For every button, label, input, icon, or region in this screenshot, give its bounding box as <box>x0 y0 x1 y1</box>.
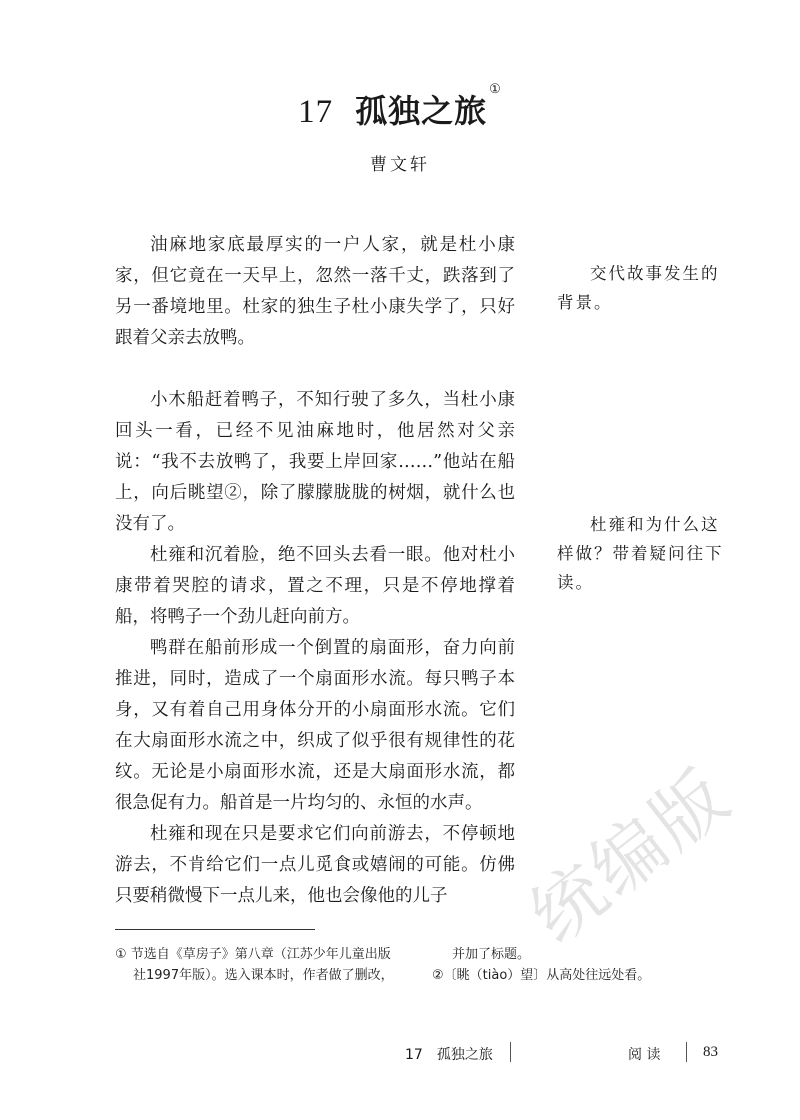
paragraph-1: 油麻地家底最厚实的一户人家，就是杜小康家，但它竟在一天早上，忽然一落千丈，跌落到了另一番境地里。杜家的独生子杜小康失学了，只好跟着父亲去放鸭。 <box>115 235 515 348</box>
side-note-2: 杜雍和为什么这样做？带着疑问往下读。 <box>557 515 724 592</box>
title-footnote-mark: ① <box>489 82 502 97</box>
paragraph-3: 杜雍和沉着脸，绝不回头去看一眼。他对杜小康带着哭腔的请求，置之不理，只是不停地撑着船，将鸭子一个劲儿赶向前方。 <box>115 545 515 627</box>
footer-section: 阅 读 <box>628 1047 661 1063</box>
side-note-1: 交代故事发生的背景。 <box>557 264 720 312</box>
paragraph-4: 鸭群在船前形成一个倒置的扇面形，奋力向前推进，同时，造成了一个扇面形水流。每只鸭子本身，又有着自己用身体分开的小扇面形水流。它们在大扇面形水流之中，织成了似乎很有规律性的花纹。无论是小扇面形水流，还是大扇面形水流，都很急促有力。船首是一片均匀的、永恒的水声。 <box>115 638 515 813</box>
main-text <box>115 230 515 912</box>
paragraph-5: 杜雍和现在只是要求它们向前游去，不停顿地游去，不肯给它们一点儿觅食或嬉闹的可能。仿佛只要稍微慢下一点儿来，他也会像他的儿子 <box>115 824 515 906</box>
footer-lesson: 17 孤独之旅 <box>405 1047 493 1063</box>
author: 曹文轩 <box>370 155 430 175</box>
footer-divider-2 <box>686 1042 687 1062</box>
footnote-divider <box>115 929 315 930</box>
footer-divider-1 <box>510 1042 511 1062</box>
page-number: 83 <box>703 1044 718 1060</box>
footnote-2: ②〔眺（tiào）望〕从高处往远处看。 <box>432 968 651 983</box>
paragraph-2: 小木船赶着鸭子，不知行驶了多久，当杜小康回头一看，已经不见油麻地时，他居然对父亲说：“我不去放鸭了，我要上岸回家……”他站在船上，向后眺望②，除了朦朦胧胧的树烟，就什么也没有了。 <box>115 390 515 534</box>
lesson-title <box>0 82 800 132</box>
footnote-1-continued: 并加了标题。 <box>452 947 531 962</box>
footnote-1: ① 节选自《草房子》第八章（江苏少年儿童出版 社1997年版）。选入课本时，作者做了删改， <box>115 947 394 983</box>
watermark: 统编版 <box>514 752 747 959</box>
lesson-title-text: 孤独之旅 <box>355 92 488 130</box>
lesson-number: 17 <box>298 94 334 130</box>
